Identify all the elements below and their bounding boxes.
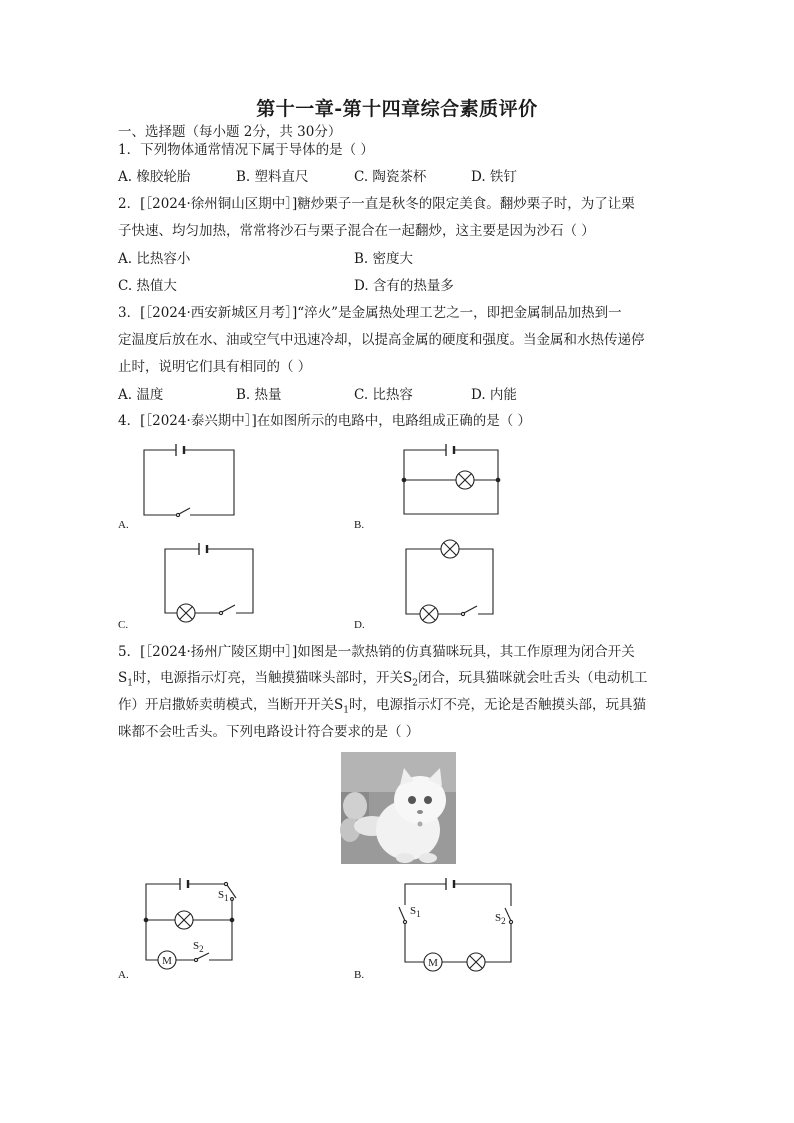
cat-photo [340, 752, 456, 864]
q4-label-b[interactable]: B. [354, 519, 365, 531]
q5-line1: 5．[［2024·扬州广陵区期中］]如图是一款热销的仿真猫咪玩具，其工作原理为闭合开关 [118, 644, 635, 660]
q4-stem: 4．[［2024·泰兴期中］]在如图所示的电路中，电路组成正确的是（ ） [118, 413, 532, 429]
q2-line1: 2．[［2024·徐州铜山区期中］]糖炒栗子一直是秋冬的限定美食。翻炒栗子时，为了让栗 [118, 196, 635, 212]
switch-label-s2: $S_2$ [193, 940, 204, 955]
q4-label-d[interactable]: D. [354, 619, 365, 631]
lamp-icon [456, 471, 474, 489]
section-heading: 一、选择题（每小题 2分，共 30分） [118, 124, 342, 140]
q2-option-c[interactable]: C. 热值大 [118, 278, 177, 294]
q3-option-c[interactable]: C. 比热容 [354, 387, 413, 403]
q3-option-d[interactable]: D. 内能 [471, 387, 517, 403]
battery-icon [446, 444, 454, 456]
q3-line1: 3．[［2024·西安新城区月考］]“淬火”是金属热处理工艺之一，即把金属制品加热到一 [118, 305, 622, 321]
circuit-a [144, 444, 234, 517]
q2-option-d[interactable]: D. 含有的热量多 [354, 278, 454, 294]
q4-label-c[interactable]: C. [118, 619, 129, 631]
battery-icon [180, 878, 188, 890]
q1-option-a[interactable]: A. 橡胶轮胎 [118, 169, 191, 185]
lamp-icon [420, 605, 438, 623]
switch-icon [219, 605, 235, 615]
lamp-icon [441, 540, 459, 558]
q5-line3: 作）开启撒娇卖萌模式，当断开开关$S_1$时，电源指示灯不亮，无论是否触摸头部，玩具猫 [118, 697, 646, 716]
q1-option-b[interactable]: B. 塑料直尺 [236, 169, 309, 185]
circuit-c [165, 543, 253, 622]
q5-line2: $S_1$时，电源指示灯亮，当触摸猫咪头部时，开关$S_2$闭合，玩具猫咪就会吐舌头（电动机工 [118, 670, 648, 689]
switch-icon [399, 907, 407, 924]
q5-label-a[interactable]: A. [118, 969, 129, 981]
lamp-icon [175, 911, 193, 929]
switch-icon [461, 606, 477, 616]
circuit-b [402, 444, 500, 514]
switch-label-s2: $S_2$ [495, 912, 506, 927]
switch-label-s1: $S_1$ [410, 905, 421, 920]
q2-line2: 子快速、均匀加热，常常将沙石与栗子混合在一起翻炒，这主要是因为沙石（ ） [118, 223, 595, 239]
circuit-d [406, 540, 493, 623]
q3-line2: 定温度后放在水、油或空气中迅速冷却，以提高金属的硬度和强度。当金属和水热传递停 [118, 332, 645, 348]
q2-option-b[interactable]: B. 密度大 [354, 251, 414, 267]
switch-icon [194, 953, 209, 962]
lamp-icon [467, 953, 485, 971]
q5-line4: 咪都不会吐舌头。下列电路设计符合要求的是（ ） [118, 724, 420, 740]
motor-label: M [162, 955, 172, 967]
lamp-icon [177, 604, 195, 622]
q1-stem: 1．下列物体通常情况下属于导体的是（ ） [118, 142, 374, 158]
q1-option-d[interactable]: D. 铁钉 [471, 169, 517, 185]
q3-option-a[interactable]: A. 温度 [118, 387, 164, 403]
motor-label: M [428, 957, 438, 969]
q3-option-b[interactable]: B. 热量 [236, 387, 282, 403]
q4-label-a[interactable]: A. [118, 519, 129, 531]
switch-icon [176, 508, 190, 517]
battery-icon [199, 543, 207, 555]
q1-option-c[interactable]: C. 陶瓷茶杯 [354, 169, 427, 185]
q5-label-b[interactable]: B. [354, 969, 365, 981]
battery-icon [446, 878, 454, 890]
q2-option-a[interactable]: A. 比热容小 [118, 251, 191, 267]
page-title: 第十一章-第十四章综合素质评价 [256, 98, 538, 120]
switch-icon [505, 908, 513, 924]
switch-label-s1: $S_1$ [218, 889, 229, 904]
q3-line3: 止时，说明它们具有相同的（ ） [118, 359, 312, 375]
battery-icon [176, 444, 184, 456]
